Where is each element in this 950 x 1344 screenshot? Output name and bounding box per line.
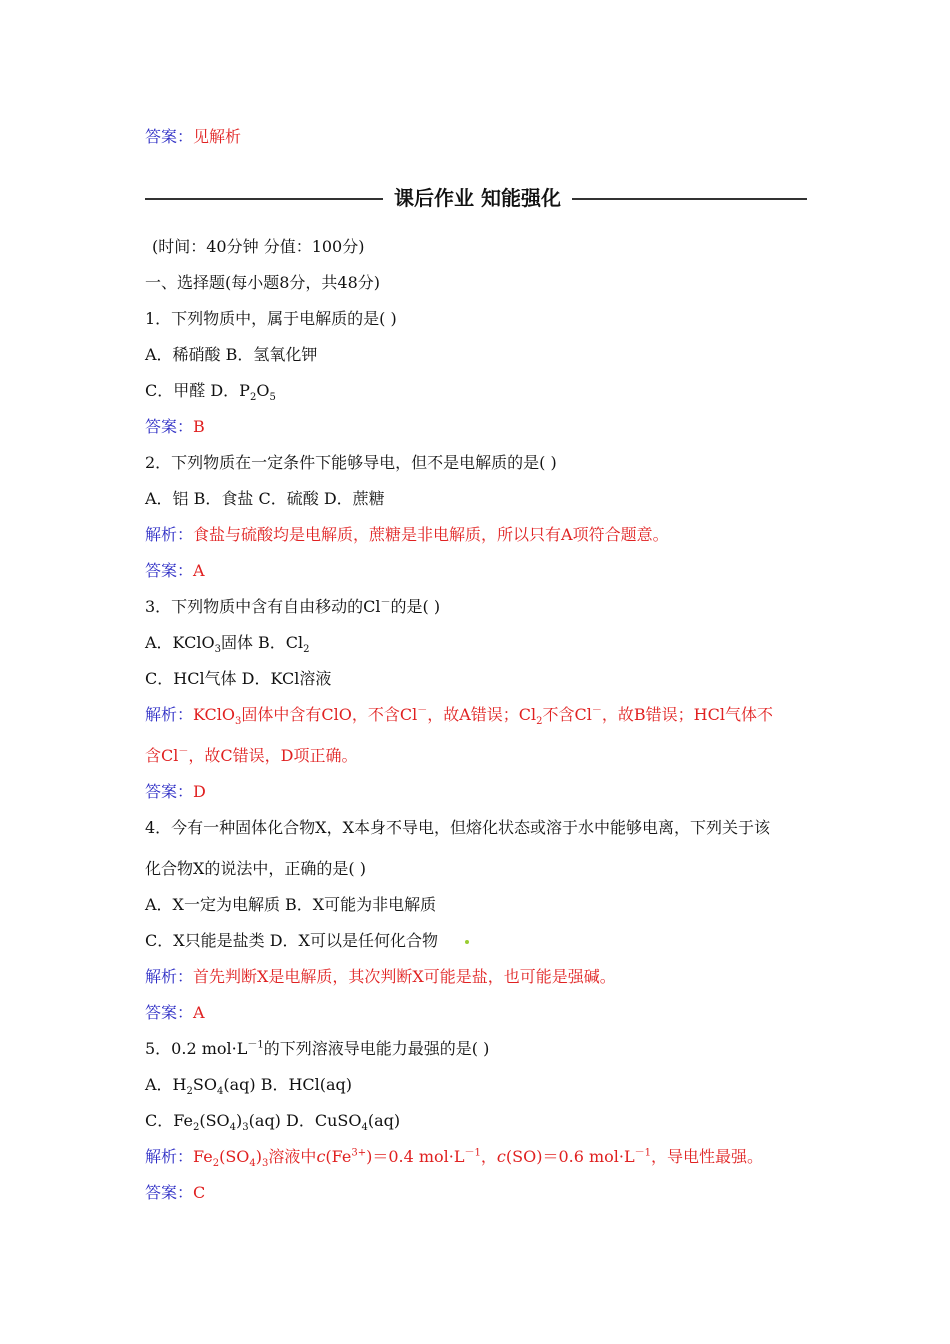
q2-options: A．铝 B．食盐 C．硫酸 D．蔗糖 bbox=[145, 489, 385, 508]
q2-stem: 2．下列物质在一定条件下能够导电，但不是电解质的是( ) bbox=[145, 453, 557, 472]
q5-answer: 答案：C bbox=[145, 1183, 206, 1202]
section-title: 课后作业 知能强化 bbox=[394, 186, 561, 210]
q4-analysis: 解析：首先判断X是电解质，其次判断X可能是盐，也可能是强碱。 bbox=[145, 967, 616, 986]
title-rule-left bbox=[145, 198, 383, 200]
q1-stem: 1．下列物质中，属于电解质的是( ) bbox=[145, 309, 397, 328]
q2-analysis: 解析：食盐与硫酸均是电解质，蔗糖是非电解质，所以只有A项符合题意。 bbox=[145, 525, 669, 544]
q3-stem: 3．下列物质中含有自由移动的Cl－的是( ) bbox=[145, 597, 441, 616]
q4-stem-line1: 4．今有一种固体化合物X，X本身不导电，但熔化状态或溶于水中能够电离，下列关于该 bbox=[145, 818, 770, 837]
q2-answer: 答案：A bbox=[145, 561, 205, 580]
q5-options-cd: C．$Fe_2(SO_4)_3(aq)$ D．CuSO$_4$(aq) bbox=[145, 1111, 401, 1134]
top-answer-line bbox=[145, 127, 241, 147]
q4-options-ab: A．X一定为电解质 B．X可能为非电解质 bbox=[145, 895, 437, 914]
q1-answer: 答案：B bbox=[145, 417, 205, 436]
time-score-line: (时间：40分钟 分值：100分) bbox=[152, 237, 365, 256]
q3-options-cd: C．HCl气体 D．KCl溶液 bbox=[145, 669, 332, 688]
q3-options-ab: A．KClO$_3$固体 B．$Cl_2$ bbox=[145, 633, 310, 656]
answer-label: 答案： bbox=[145, 127, 194, 146]
q5-options-ab: A．$H_2SO_4(aq)$ B．HCl(aq) bbox=[145, 1075, 353, 1098]
q3-analysis-line2: 含Cl－，故C错误，D项正确。 bbox=[145, 746, 358, 765]
q1-options-ab: A．稀硝酸 B．氢氧化钾 bbox=[145, 345, 318, 364]
q4-options-cd: C．X只能是盐类 D．X可以是任何化合物 bbox=[145, 931, 438, 950]
q1-options-cd: C．甲醛 D．$P_2O_5$ bbox=[145, 381, 276, 404]
part-title: 一、选择题(每小题8分，共48分) bbox=[145, 273, 381, 292]
q3-analysis-line1: 解析：KClO$_3$固体中含有ClO，不含Cl－，故A错误；$Cl_2$不含Cl－，故B错误；HCl气体不 bbox=[145, 705, 773, 728]
q5-stem: 5．0.2 $mol\cdot L^{-1}$的下列溶液导电能力最强的是( ) bbox=[145, 1039, 490, 1058]
q4-answer: 答案：A bbox=[145, 1003, 205, 1022]
stray-dot bbox=[465, 940, 469, 944]
q4-stem-line2: 化合物X的说法中，正确的是( ) bbox=[145, 859, 366, 878]
title-rule-right bbox=[572, 198, 807, 200]
answer-value: 见解析 bbox=[193, 127, 242, 146]
q3-answer: 答案：D bbox=[145, 782, 206, 801]
q5-analysis: 解析：$Fe_2(SO_4)_3$溶液中$c(Fe^{3+})=0.4$ $mol\cdot L^{-1}$，c(SO)＝0.6 $mol\cdot L^{-1}$，导电性最强。 bbox=[145, 1147, 763, 1170]
